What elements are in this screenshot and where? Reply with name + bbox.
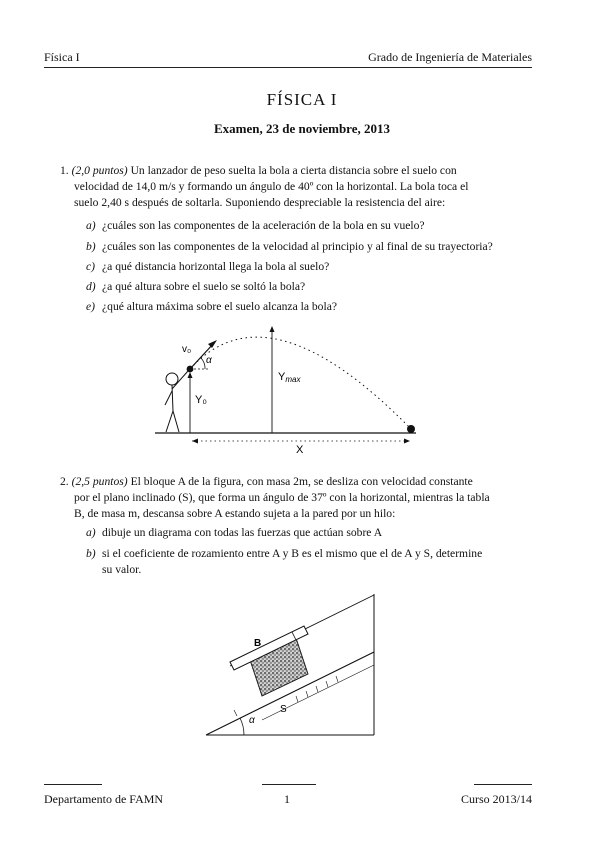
problem-1-number: 1. bbox=[60, 164, 69, 177]
footer-rule-center bbox=[262, 784, 316, 785]
y0-label: Y₀ bbox=[195, 394, 207, 406]
problem-2-points: (2,5 puntos) bbox=[71, 475, 128, 488]
problem-1-item-c: c) ¿a qué distancia horizontal llega la bola al suelo? bbox=[86, 260, 330, 273]
problem-1-text-2: velocidad de 14,0 m/s y formando un ángulo de 40º con la horizontal. La bola toca el bbox=[74, 180, 469, 193]
problem-2-text-2: por el plano inclinado (S), que forma un ángulo de 37º con la horizontal, mientras la tabla bbox=[74, 491, 490, 504]
exam-date: Examen, 23 de noviembre, 2013 bbox=[214, 121, 390, 136]
header-rule bbox=[44, 67, 532, 68]
problem-1-text-3: suelo 2,40 s después de soltarla. Suponiendo despreciable la resistencia del aire: bbox=[74, 196, 446, 209]
trajectory-path bbox=[190, 337, 411, 429]
label-s: S bbox=[280, 704, 287, 715]
x-arrowhead-right bbox=[404, 439, 410, 444]
problem-1-item-b: b) ¿cuáles son las componentes de la velocidad al principio y al final de su trayectoria? bbox=[86, 240, 493, 253]
page-number: 1 bbox=[284, 792, 290, 806]
thrower-leg-left bbox=[166, 411, 173, 432]
incline-angle-mark bbox=[234, 710, 237, 716]
problem-2-number: 2. bbox=[60, 475, 69, 488]
header-course: Física I bbox=[44, 50, 80, 64]
page-title: FÍSICA I bbox=[266, 90, 338, 109]
x-arrowhead-left bbox=[192, 439, 198, 444]
problem-1-item-a: a) ¿cuáles son las componentes de la aceleración de la bola en su vuelo? bbox=[86, 219, 425, 232]
problem-2-item-b: b) si el coeficiente de rozamiento entre A y B es el mismo que el de A y S, determine su valor. bbox=[86, 547, 483, 576]
alpha-label: α bbox=[206, 355, 212, 366]
problem-1-points: (2,0 puntos) bbox=[71, 164, 128, 177]
problem-2-item-a: a) dibuje un diagrama con todas las fuerzas que actúan sobre A bbox=[86, 526, 383, 539]
label-b: B bbox=[254, 638, 262, 649]
problem-1-item-d: d) ¿a qué altura sobre el suelo se soltó la bola? bbox=[86, 280, 306, 293]
ymax-label: Ymax bbox=[278, 371, 301, 384]
problem-2-text-1: El bloque A de la figura, con masa 2m, se desliza con velocidad constante bbox=[130, 475, 473, 488]
landing-ball bbox=[407, 425, 415, 433]
incline-angle-arc bbox=[240, 718, 244, 735]
thrower-leg-right bbox=[173, 411, 179, 432]
footer-department: Departamento de FAMN bbox=[44, 792, 164, 806]
incline-figure bbox=[200, 592, 400, 742]
problem-2-text-3: B, de masa m, descansa sobre A estando sujeta a la pared por un hilo: bbox=[74, 507, 396, 520]
problem-1-statement bbox=[60, 163, 532, 211]
footer-rule-right bbox=[474, 784, 532, 785]
header-degree: Grado de Ingeniería de Materiales bbox=[368, 50, 532, 64]
thrower-arm-2 bbox=[165, 391, 172, 405]
ymax-arrowhead bbox=[270, 326, 275, 332]
v0-label: v₀ bbox=[182, 344, 192, 355]
incline-alpha-label: α bbox=[249, 715, 255, 726]
velocity-arrowhead bbox=[208, 340, 217, 348]
x-label: X bbox=[296, 444, 304, 456]
angle-arc bbox=[201, 358, 205, 369]
footer-rule-left bbox=[44, 784, 102, 785]
projectile-figure bbox=[150, 325, 440, 460]
problem-1-text-1: Un lanzador de peso suelta la bola a cierta distancia sobre el suelo con bbox=[130, 164, 457, 177]
footer-course-year: Curso 2013/14 bbox=[460, 792, 532, 806]
problem-2-statement bbox=[60, 474, 532, 522]
problem-1-item-e: e) ¿qué altura máxima sobre el suelo alcanza la bola? bbox=[86, 300, 337, 313]
thrower-head bbox=[166, 373, 178, 385]
y0-arrowhead bbox=[188, 372, 193, 378]
